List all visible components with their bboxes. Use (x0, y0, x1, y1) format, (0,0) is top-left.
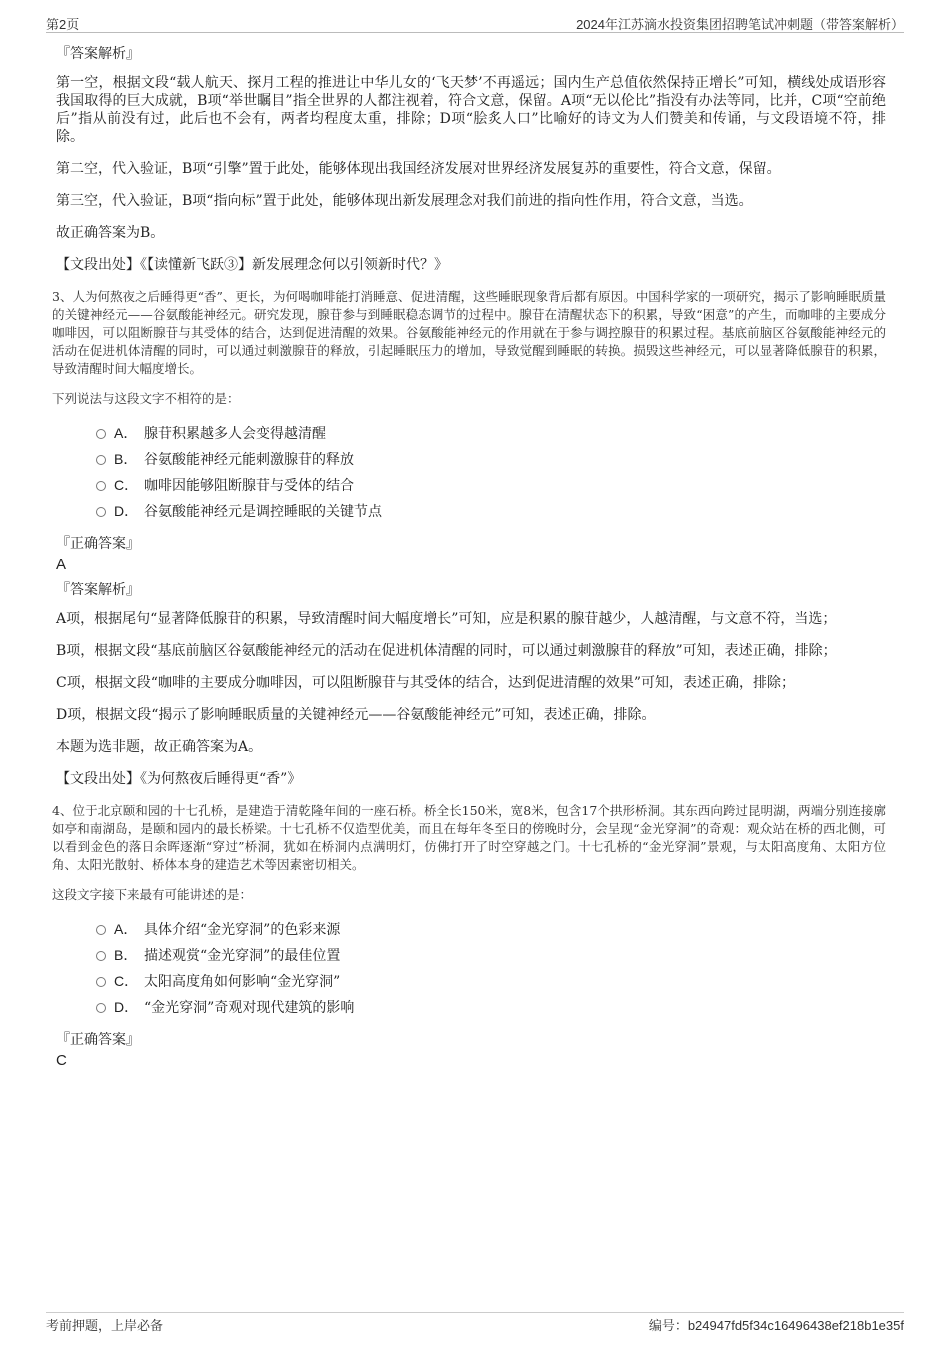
source-citation: 【文段出处】《【读懂新飞跃③】新发展理念何以引领新时代？》 (56, 257, 448, 273)
analysis-heading: 『答案解析』 (56, 582, 140, 598)
option-a[interactable]: A． 具体介绍“金光穿洞”的色彩来源 (94, 916, 886, 942)
option-list (94, 916, 886, 1020)
analysis-paragraph: A项，根据尾句“显著降低腺苷的积累，导致清醒时间大幅度增长”可知，应是积累的腺苷越少，人越清醒，与文意不符，当选； (56, 611, 837, 627)
document-title: 2024年江苏滴水投资集团招聘笔试冲刺题（带答案解析） (576, 17, 904, 32)
radio-icon[interactable] (96, 977, 106, 987)
analysis-paragraph: 第二空，代入验证，B项“引擎”置于此处，能够体现出我国经济发展对世界经济发展复苏的重要性，符合文意，保留。 (56, 161, 781, 177)
analysis-paragraph: C项，根据文段“咖啡的主要成分咖啡因，可以阻断腺苷与其受体的结合，达到促进清醒的效果”可知，表述正确，排除； (56, 675, 796, 691)
radio-icon[interactable] (96, 925, 106, 935)
correct-answer: A (56, 556, 67, 573)
page-footer (46, 1312, 904, 1335)
option-c[interactable]: C． 咖啡因能够阻断腺苷与受体的结合 (94, 472, 886, 498)
answer-heading: 『正确答案』 (56, 1032, 140, 1048)
radio-icon[interactable] (96, 951, 106, 961)
question-prompt: 下列说法与这段文字不相符的是： (52, 391, 240, 406)
analysis-conclusion: 故正确答案为B。 (56, 225, 165, 241)
option-list (94, 420, 886, 524)
page-content (52, 44, 886, 1076)
analysis-paragraph: 第三空，代入验证，B项“指向标”置于此处，能够体现出新发展理念对我们前进的指向性作用，符合文意，当选。 (56, 193, 753, 209)
option-a[interactable]: A． 腺苷积累越多人会变得越清醒 (94, 420, 886, 446)
question-prompt: 这段文字接下来最有可能讲述的是： (52, 887, 253, 902)
radio-icon[interactable] (96, 429, 106, 439)
option-c[interactable]: C． 太阳高度角如何影响“金光穿洞” (94, 968, 886, 994)
analysis-conclusion: 本题为选非题，故正确答案为A。 (56, 739, 263, 755)
question-passage: 3、人为何熬夜之后睡得更“香”、更长，为何喝咖啡能打消睡意、促进清醒，这些睡眠现象背后都有原因。中国科学家的一项研究，揭示了影响睡眠质量的关键神经元——谷氨酸能神经元。研究发现，腺苷参与到睡眠稳态调节的过程中。腺苷在清醒状态下的积累，导致“困意”的产生，而咖啡的主要成分咖啡因，可以阻断腺苷与其受体的结合，达到促进清醒的效果。谷氨酸能神经元的作用就在于参与调控腺苷的积累过程。基底前脑区谷氨酸能神经元的活动在促进机体清醒的同时，可以通过刺激腺苷的释放，引起睡眠压力的增加，导致觉醒到睡眠的转换。损毁这些神经元，可以显著降低腺苷的积累，导致清醒时间大幅度增长。 (52, 289, 886, 376)
document-code: 编号：b24947fd5f34c16496438ef218b1e35f (648, 1318, 904, 1333)
option-d[interactable]: D． “金光穿洞”奇观对现代建筑的影响 (94, 994, 886, 1020)
correct-answer: C (56, 1052, 67, 1069)
q2-analysis-block (56, 44, 886, 274)
radio-icon[interactable] (96, 481, 106, 491)
analysis-paragraph: B项，根据文段“基底前脑区谷氨酸能神经元的活动在促进机体清醒的同时，可以通过刺激腺苷的释放”可知，表述正确，排除； (56, 643, 837, 659)
option-d[interactable]: D． 谷氨酸能神经元是调控睡眠的关键节点 (94, 498, 886, 524)
analysis-paragraph: D项，根据文段“揭示了影响睡眠质量的关键神经元——谷氨酸能神经元”可知，表述正确，排除。 (56, 707, 656, 723)
question-4 (52, 802, 886, 1070)
radio-icon[interactable] (96, 507, 106, 517)
radio-icon[interactable] (96, 455, 106, 465)
footer-slogan: 考前押题，上岸必备 (46, 1318, 164, 1333)
question-3 (52, 288, 886, 788)
option-b[interactable]: B． 描述观赏“金光穿洞”的最佳位置 (94, 942, 886, 968)
question-passage: 4、位于北京颐和园的十七孔桥，是建造于清乾隆年间的一座石桥。桥全长150米，宽8米，包含17个拱形桥洞。其东西向跨过昆明湖，两端分别连接廓如亭和南湖岛，是颐和园内的最长桥梁。十七孔桥不仅造型优美，而且在每年冬至日的傍晚时分，会呈现“金光穿洞”的奇观：观众站在桥的西北侧，可以看到金色的落日余晖逐渐“穿过”桥洞，犹如在桥洞内点满明灯，仿佛打开了时空穿越之门。十七孔桥的“金光穿洞”景观，与太阳高度角、太阳方位角、太阳光散射、桥体本身的建造艺术等因素密切相关。 (52, 803, 886, 872)
analysis-heading: 『答案解析』 (56, 46, 140, 62)
radio-icon[interactable] (96, 1003, 106, 1013)
page-header (46, 12, 904, 33)
answer-heading: 『正确答案』 (56, 536, 140, 552)
option-b[interactable]: B． 谷氨酸能神经元能刺激腺苷的释放 (94, 446, 886, 472)
source-citation: 【文段出处】《为何熬夜后睡得更“香”》 (56, 771, 302, 787)
page-number: 第2页 (46, 17, 80, 32)
analysis-paragraph: 第一空，根据文段“载人航天、探月工程的推进让中华儿女的‘飞天梦’不再遥远；国内生产总值依然保持正增长”可知，横线处成语形容我国取得的巨大成就，B项“举世瞩目”指全世界的人都注视着，符合文意，保留。A项“无以伦比”指没有办法等同，比并，C项“空前绝后”指从前没有过，此后也不会有，两者均程度太重，排除；D项“脍炙人口”比喻好的诗文为人们赞美和传诵，与文段语境不符，排除。 (56, 75, 886, 145)
